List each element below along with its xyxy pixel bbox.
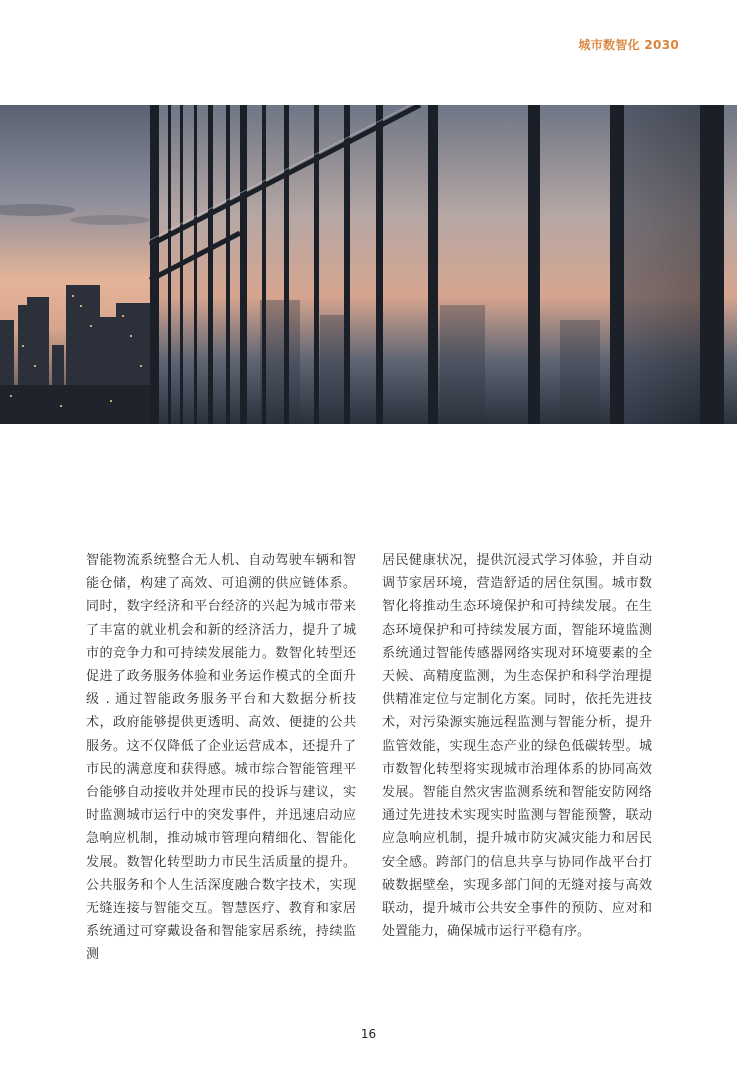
hero-image — [0, 105, 737, 424]
page-header-title: 城市数智化 2030 — [578, 38, 679, 52]
body-text-left-column: 智能物流系统整合无人机、自动驾驶车辆和智能仓储，构建了高效、可追溯的供应链体系。同时，数字经济和平台经济的兴起为城市带来了丰富的就业机会和新的经济活力，提升了城市的竞争力和可持续发展能力。数智化转型还促进了政务服务体验和业务运作模式的全面升级 . 通过智能政务服务平台和大数据分析技术，政府能够提供更透明、高效、便捷的公共服务。这不仅降低了企业运营成本，还提升了市民的满意度和获得感。城市综合智能管理平台能够自动接收并处理市民的投诉与建议，实时监测城市运行中的突发事件，并迅速启动应急响应机制，推动城市管理向精细化、智能化发展。数智化转型助力市民生活质量的提升。公共服务和个人生活深度融合数字技术，实现无缝连接与智能交互。智慧医疗、教育和家居系统通过可穿戴设备和智能家居系统，持续监测 — [86, 553, 356, 963]
page-number: 16 — [360, 1027, 377, 1041]
body-text-right-column: 居民健康状况，提供沉浸式学习体验，并自动调节家居环境，营造舒适的居住氛围。城市数智化将推动生态环境保护和可持续发展。在生态环境保护和可持续发展方面，智能环境监测系统通过智能传感器网络实现对环境要素的全天候、高精度监测，为生态保护和科学治理提供精准定位与定制化方案。同时，依托先进技术，对污染源实施远程监测与智能分析，提升监管效能，实现生态产业的绿色低碳转型。城市数智化转型将实现城市治理体系的协同高效发展。智能自然灾害监测系统和智能安防网络通过先进技术实现实时监测与智能预警，联动应急响应机制，提升城市防灾减灾能力和居民安全感。跨部门的信息共享与协同作战平台打破数据壁垒，实现多部门间的无缝对接与高效联动，提升城市公共安全事件的预防、应对和处置能力，确保城市运行平稳有序。 — [382, 553, 652, 940]
